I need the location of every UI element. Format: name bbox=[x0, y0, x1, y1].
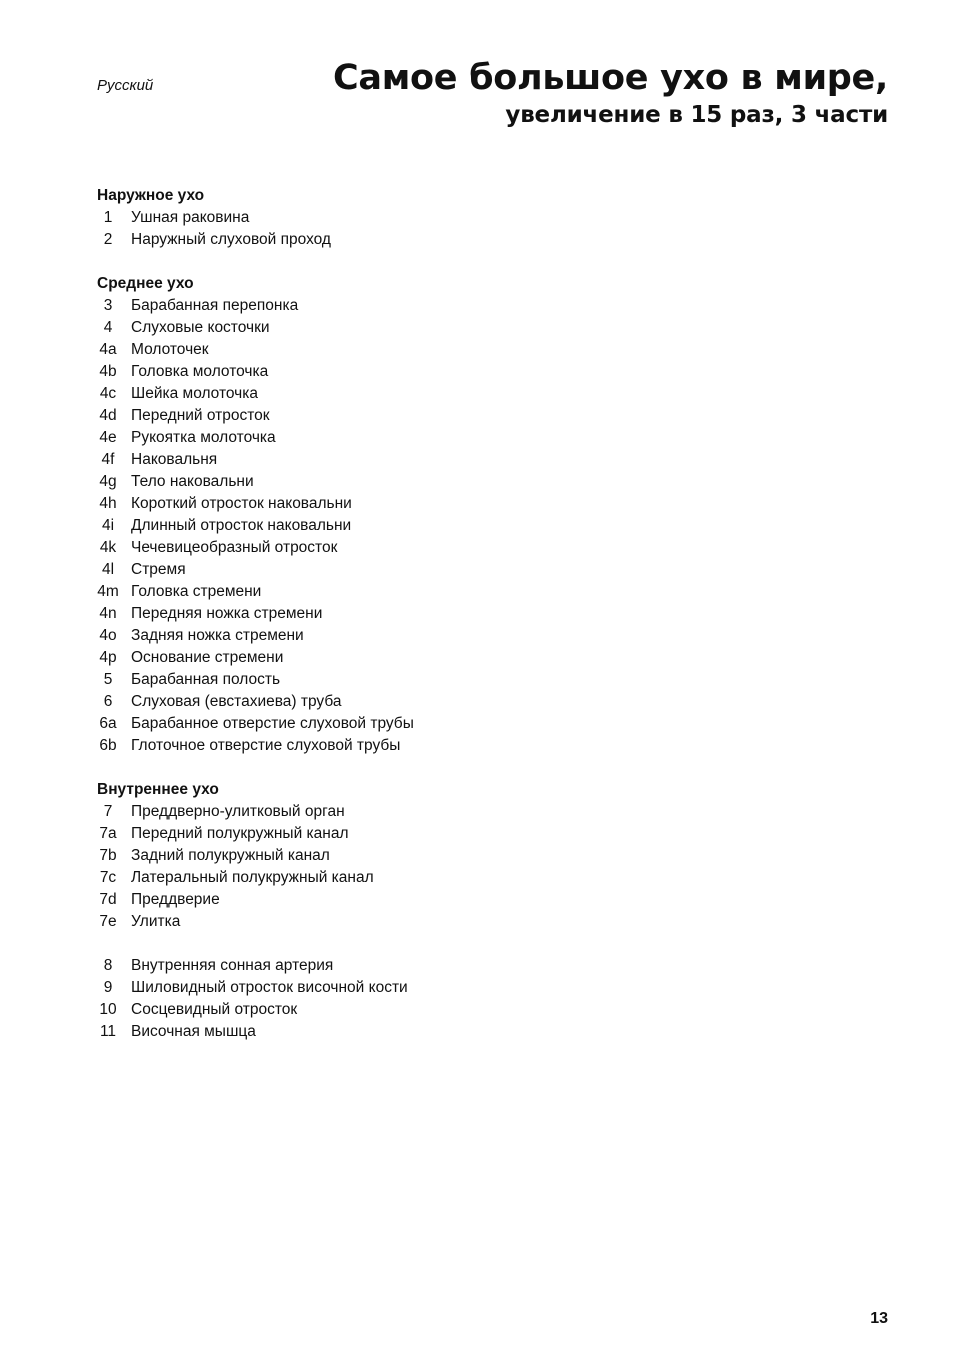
legend-item-number: 2 bbox=[103, 231, 113, 248]
legend-item bbox=[97, 625, 857, 647]
legend-item-number: 4a bbox=[99, 341, 117, 358]
legend-item-number: 4g bbox=[99, 473, 117, 490]
legend-item-label: Шиловидный отросток височной кости bbox=[131, 979, 408, 996]
legend-item-number: 4p bbox=[99, 649, 117, 666]
legend-item-label: Барабанная перепонка bbox=[131, 297, 299, 314]
legend-section bbox=[97, 185, 857, 251]
page-title-main: Самое большое ухо в мире, bbox=[333, 58, 888, 98]
legend-item-number: 7d bbox=[99, 891, 117, 908]
legend-item-label: Внутренняя сонная артерия bbox=[131, 957, 334, 974]
legend-item-number: 4k bbox=[99, 539, 117, 556]
legend-item bbox=[97, 405, 857, 427]
legend-item-label: Головка молоточка bbox=[131, 363, 269, 380]
legend-item-label: Молоточек bbox=[131, 341, 209, 358]
legend-item-number: 4i bbox=[101, 517, 115, 534]
legend-item bbox=[97, 603, 857, 625]
legend-item-label: Шейка молоточка bbox=[131, 385, 258, 402]
legend-section bbox=[97, 273, 857, 757]
legend-item-number: 6a bbox=[99, 715, 117, 732]
legend-section bbox=[97, 955, 857, 1043]
legend-item-label: Преддверно-улитковый орган bbox=[131, 803, 345, 820]
legend-item-label: Задняя ножка стремени bbox=[131, 627, 304, 644]
legend-item-label: Слуховые косточки bbox=[131, 319, 270, 336]
legend-item bbox=[97, 977, 857, 999]
legend-item-number: 6b bbox=[99, 737, 117, 754]
legend-item-number: 7c bbox=[99, 869, 117, 886]
legend-item-label: Глоточное отверстие слуховой трубы bbox=[131, 737, 401, 754]
legend-item-label: Височная мышца bbox=[131, 1023, 256, 1040]
legend-item-number: 4f bbox=[101, 451, 115, 468]
section-title: Среднее ухо bbox=[97, 275, 194, 292]
legend-item bbox=[97, 845, 857, 867]
legend-item-number: 8 bbox=[103, 957, 113, 974]
legend-item bbox=[97, 449, 857, 471]
legend-item bbox=[97, 999, 857, 1021]
legend-item bbox=[97, 955, 857, 977]
legend-item bbox=[97, 361, 857, 383]
legend-item bbox=[97, 581, 857, 603]
section-title: Наружное ухо bbox=[97, 187, 205, 204]
legend-item bbox=[97, 515, 857, 537]
legend-item-number: 4d bbox=[99, 407, 117, 424]
legend-item-label: Улитка bbox=[131, 913, 181, 930]
legend-item bbox=[97, 383, 857, 405]
legend-item-number: 4b bbox=[99, 363, 117, 380]
legend-item-number: 7 bbox=[103, 803, 113, 820]
legend-item-number: 11 bbox=[99, 1023, 117, 1040]
legend-item-label: Стремя bbox=[131, 561, 186, 578]
legend-item bbox=[97, 207, 857, 229]
legend-item-label: Задний полукружный канал bbox=[131, 847, 330, 864]
legend-item-label: Рукоятка молоточка bbox=[131, 429, 276, 446]
legend-item-label: Передний отросток bbox=[131, 407, 270, 424]
legend-item-number: 4n bbox=[99, 605, 117, 622]
legend-item bbox=[97, 801, 857, 823]
legend-item-number: 4e bbox=[99, 429, 117, 446]
legend-item-number: 4l bbox=[101, 561, 115, 578]
legend-item-number: 10 bbox=[99, 1001, 117, 1018]
legend-item bbox=[97, 471, 857, 493]
legend-item-number: 1 bbox=[103, 209, 113, 226]
legend-item bbox=[97, 295, 857, 317]
section-title: Внутреннее ухо bbox=[97, 781, 219, 798]
legend-item-number: 7a bbox=[99, 825, 117, 842]
legend-item bbox=[97, 537, 857, 559]
legend-item-label: Ушная раковина bbox=[131, 209, 250, 226]
legend-item bbox=[97, 867, 857, 889]
legend-item bbox=[97, 669, 857, 691]
legend-item-number: 5 bbox=[103, 671, 113, 688]
legend-item bbox=[97, 1021, 857, 1043]
legend-item-label: Наружный слуховой проход bbox=[131, 231, 331, 248]
legend-item bbox=[97, 493, 857, 515]
legend-item-label: Барабанное отверстие слуховой трубы bbox=[131, 715, 414, 732]
page-title bbox=[333, 56, 888, 130]
legend-item bbox=[97, 559, 857, 581]
legend-item-number: 4c bbox=[99, 385, 117, 402]
legend-item bbox=[97, 691, 857, 713]
legend-item-number: 4o bbox=[99, 627, 117, 644]
legend-item-label: Барабанная полость bbox=[131, 671, 281, 688]
legend-item-label: Короткий отросток наковальни bbox=[131, 495, 352, 512]
legend-content bbox=[97, 185, 857, 1043]
legend-item bbox=[97, 339, 857, 361]
legend-item-label: Латеральный полукружный канал bbox=[131, 869, 374, 886]
legend-section bbox=[97, 779, 857, 933]
page-title-subtitle: увеличение в 15 раз, 3 части bbox=[505, 102, 888, 128]
legend-item-label: Основание стремени bbox=[131, 649, 284, 666]
legend-item-label: Слуховая (евстахиева) труба bbox=[131, 693, 342, 710]
page-number: 13 bbox=[870, 1310, 888, 1327]
legend-item bbox=[97, 889, 857, 911]
legend-item-label: Сосцевидный отросток bbox=[131, 1001, 298, 1018]
legend-item-label: Длинный отросток наковальни bbox=[131, 517, 352, 534]
legend-item bbox=[97, 647, 857, 669]
legend-item bbox=[97, 427, 857, 449]
legend-item-label: Наковальня bbox=[131, 451, 218, 468]
legend-item-label: Передний полукружный канал bbox=[131, 825, 349, 842]
legend-item bbox=[97, 713, 857, 735]
legend-item-label: Преддверие bbox=[131, 891, 220, 908]
legend-item-number: 6 bbox=[103, 693, 113, 710]
legend-item-number: 4 bbox=[103, 319, 113, 336]
legend-item-number: 9 bbox=[103, 979, 113, 996]
legend-item-number: 4h bbox=[99, 495, 117, 512]
legend-item-label: Передняя ножка стремени bbox=[131, 605, 323, 622]
legend-item bbox=[97, 823, 857, 845]
legend-item-label: Головка стремени bbox=[131, 583, 262, 600]
language-label: Русский bbox=[97, 77, 154, 94]
legend-item-number: 3 bbox=[103, 297, 113, 314]
legend-item-number: 7e bbox=[99, 913, 117, 930]
legend-item bbox=[97, 229, 857, 251]
legend-item-number: 7b bbox=[99, 847, 117, 864]
legend-item-label: Тело наковальни bbox=[131, 473, 254, 490]
legend-item bbox=[97, 735, 857, 757]
legend-item bbox=[97, 911, 857, 933]
legend-item bbox=[97, 317, 857, 339]
legend-item-number: 4m bbox=[97, 583, 119, 600]
legend-item-label: Чечевицеобразный отросток bbox=[131, 539, 338, 556]
